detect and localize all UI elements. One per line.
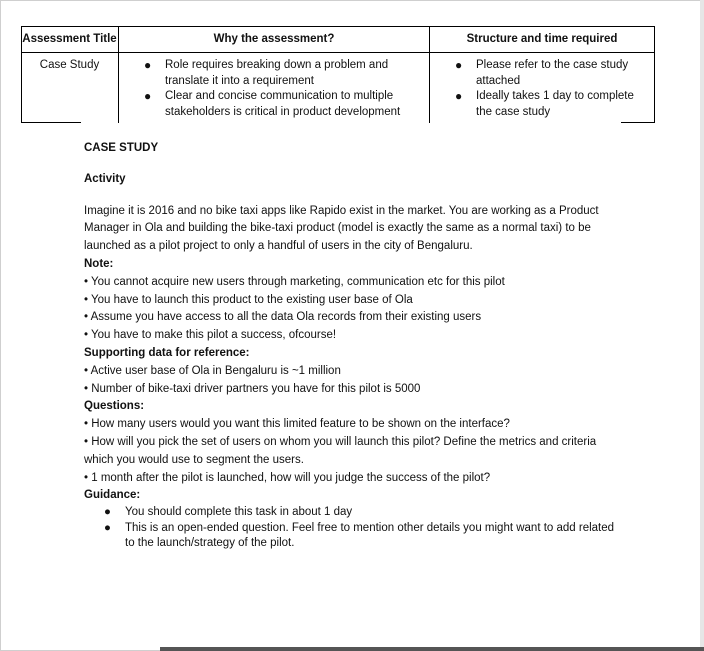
supporting-data-label: Supporting data for reference: [84,346,250,359]
why-list [134,58,414,120]
structure-item [445,89,645,120]
bullet-icon: ● [104,521,111,534]
structure-list [445,58,645,120]
note-item-text: You have to launch this product to the existing user base of Ola [91,293,413,306]
why-item [134,89,414,120]
header-assessment-title: Assessment Title [22,33,117,45]
note-item-text: You have to make this pilot a success, ofcourse! [91,329,337,342]
supporting-item-text: Active user base of Ola in Bengaluru is ~1 million [90,364,341,377]
question-item-text: How many users would you want this limited feature to be shown on the interface? [91,418,510,431]
structure-item-text: Ideally takes 1 day to complete the case study [476,90,634,118]
why-item-text: Role requires breaking down a problem and translate it into a requirement [165,59,389,87]
guidance-item-text: This is an open-ended question. Feel free to mention other details you might want to add related to the launch/strategy of the pilot. [125,521,615,550]
question-item: • How will you pick the set of users on whom you will launch this pilot? Define the metrics and criteria which you would use to segment the users. [84,435,597,466]
structure-item [445,58,645,89]
title-cell: Case Study [39,59,100,71]
bullet-icon: ● [144,89,152,103]
bullet-icon: ● [144,58,152,72]
guidance-item-text: You should complete this task in about 1 day [125,506,353,519]
note-item-text: You cannot acquire new users through marketing, communication etc for this pilot [91,275,505,288]
question-item: • How many users would you want this limited feature to be shown on the interface? [84,418,510,431]
questions-label: Questions: [84,400,145,413]
question-item-text: 1 month after the pilot is launched, how will you judge the success of the pilot? [91,471,491,484]
supporting-item-text: Number of bike-taxi driver partners you have for this pilot is 5000 [91,382,421,395]
note-item: • You have to launch this product to the existing user base of Ola [84,293,413,306]
intro-paragraph: Imagine it is 2016 and no bike taxi apps like Rapido exist in the market. You are working as a Product Manager in Ola and building the bike-taxi product (model is exactly the same as a normal taxi) to be launched as a pilot project to only a handful of users in the city of Bengaluru. [84,204,599,253]
page-edge-shadow [700,0,704,651]
header-why-assessment: Why the assessment? [213,33,335,45]
table-border-right [654,26,655,123]
bullet-icon: ● [455,89,463,103]
guidance-label: Guidance: [84,489,141,502]
note-item-text: Assume you have access to all the data Ola records from their existing users [90,311,482,324]
note-item: • You cannot acquire new users through marketing, communication etc for this pilot [84,275,505,288]
case-study-heading: CASE STUDY [84,142,159,154]
bullet-icon: ● [455,58,463,72]
guidance-list [84,505,624,552]
header-structure-time: Structure and time required [466,33,618,45]
question-item: • 1 month after the pilot is launched, how will you judge the success of the pilot? [84,471,491,484]
bullet-icon: ● [104,506,111,519]
assessment-table [21,26,655,123]
why-item [134,58,414,89]
why-item-text: Clear and concise communication to multiple stakeholders is critical in product development [165,90,401,118]
question-item-text: How will you pick the set of users on whom you will launch this pilot? Define the metrics and criteria which you would use to segment the users. [84,435,597,466]
guidance-item [84,505,624,521]
structure-item-text: Please refer to the case study attached [476,59,629,87]
guidance-item [84,521,624,552]
case-study-content [84,140,624,552]
table-bottom-right-stub [621,122,655,123]
activity-label: Activity [84,172,126,185]
supporting-item: • Active user base of Ola in Bengaluru is ~1 million [84,364,341,377]
note-label: Note: [84,257,114,270]
page-bottom-shadow [160,647,704,651]
table-bottom-left-stub [21,122,81,123]
note-item: • You have to make this pilot a success, ofcourse! [84,329,337,342]
supporting-item: • Number of bike-taxi driver partners you have for this pilot is 5000 [84,382,421,395]
note-item: • Assume you have access to all the data Ola records from their existing users [84,311,482,324]
